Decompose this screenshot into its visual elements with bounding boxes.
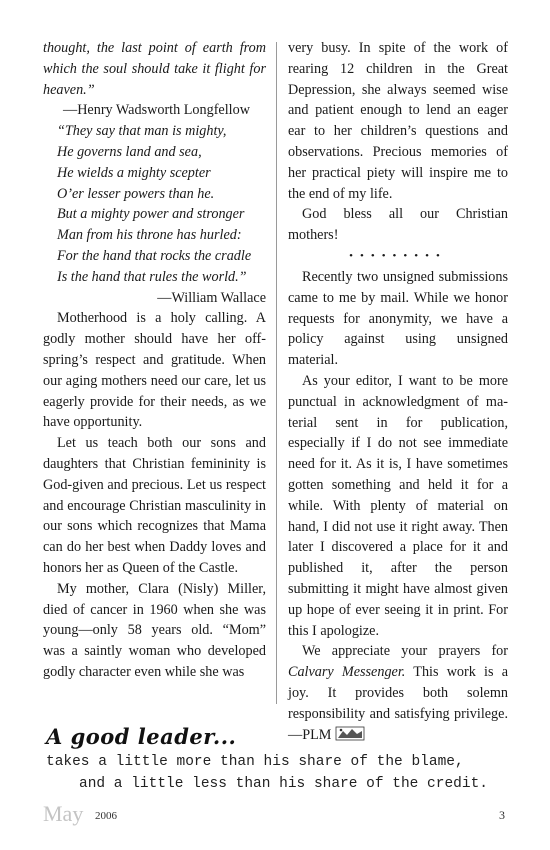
appreciate-text: We appreciate your prayers for (302, 643, 508, 660)
publication-name: Calvary Messenger. (288, 664, 406, 681)
poem-line: He governs land and sea, (57, 143, 202, 160)
poem-line: Is the hand that rules the world.” (57, 268, 247, 285)
attribution-longfellow: —Henry Wadsworth Longfellow (63, 102, 250, 119)
dot-separator: ••••••••• (349, 249, 447, 262)
poem-line: But a mighty power and stronger (57, 206, 245, 223)
footer-year: 2006 (95, 810, 117, 822)
column-divider (276, 42, 277, 704)
page-number: 3 (499, 808, 505, 822)
attribution-wallace: —William Wallace (157, 289, 266, 306)
appreciate-text-end: This work is a joy. It provides both solemn responsibility and satisfying privilege. —PLM (288, 664, 508, 743)
paragraph-editor: As your editor, I want to be more punctual in acknowledgment of material sent in for publication, especially if I do not see immediate need for it. As it is, I have sometimes gotten something and held it for a while. With plenty of material on hand, I did not use it right away. Then later I discovered a place for it and published it, after the person submitting it might have almost given up hope of ever seeing it in print. For this I apologize. (288, 372, 508, 639)
opening-quote: thought, the last point of earth from which the soul should take it flight for heaven.” (43, 40, 266, 98)
right-column (288, 38, 508, 745)
paragraph-motherhood: Motherhood is a holy calling. A godly mother should have her offspring’s respect and gratitude. When our aging mothers need our care, let us eagerly provide for their needs, as we have opportunity. (43, 310, 266, 431)
paragraph-blessing: God bless all our Christian mothers! (288, 206, 508, 244)
paragraph-continued: very busy. In spite of the work of rearing 12 children in the Great Depression, she always seemed wise and patient enough to lend an eager ear to her children’s questions and observations. Precious memories of her practical piety will inspire me to the end of my life. (288, 40, 508, 202)
quote-line-2: and a little less than his share of the credit. (79, 776, 488, 792)
paragraph-appreciate (288, 641, 508, 745)
poem-line: O’er lesser powers than he. (57, 185, 215, 202)
left-column (43, 38, 266, 683)
end-mark-icon (335, 726, 365, 741)
quote-line-1: takes a little more than his share of the blame, (46, 754, 464, 770)
poem-line: For the hand that rocks the cradle (57, 247, 252, 264)
poem-line: He wields a mighty scepter (57, 164, 211, 181)
quote-title: A good leader... (46, 724, 237, 749)
poem-line: “They say that man is mighty, (57, 123, 227, 140)
paragraph-teach: Let us teach both our sons and daughters that Christian femininity is God-given and precious. Let us respect and encourage Christian masculinity in our sons which recognizes that Mama can do her best when Daddy loves and honors her as Queen of the Castle. (43, 435, 266, 576)
paragraph-unsigned: Recently two unsigned submissions came to me by mail. While we honor requests for anonymity, we have a policy against using unsigned material. (288, 268, 508, 369)
poem-line: Man from his throne has hurled: (57, 227, 242, 244)
footer-month: May (43, 801, 84, 826)
poem (43, 121, 266, 287)
paragraph-my-mother: My mother, Clara (Nisly) Miller, died of cancer in 1960 when she was young—only 58 years old. “Mom” was a saintly woman who developed godly character even while she was (43, 580, 266, 680)
